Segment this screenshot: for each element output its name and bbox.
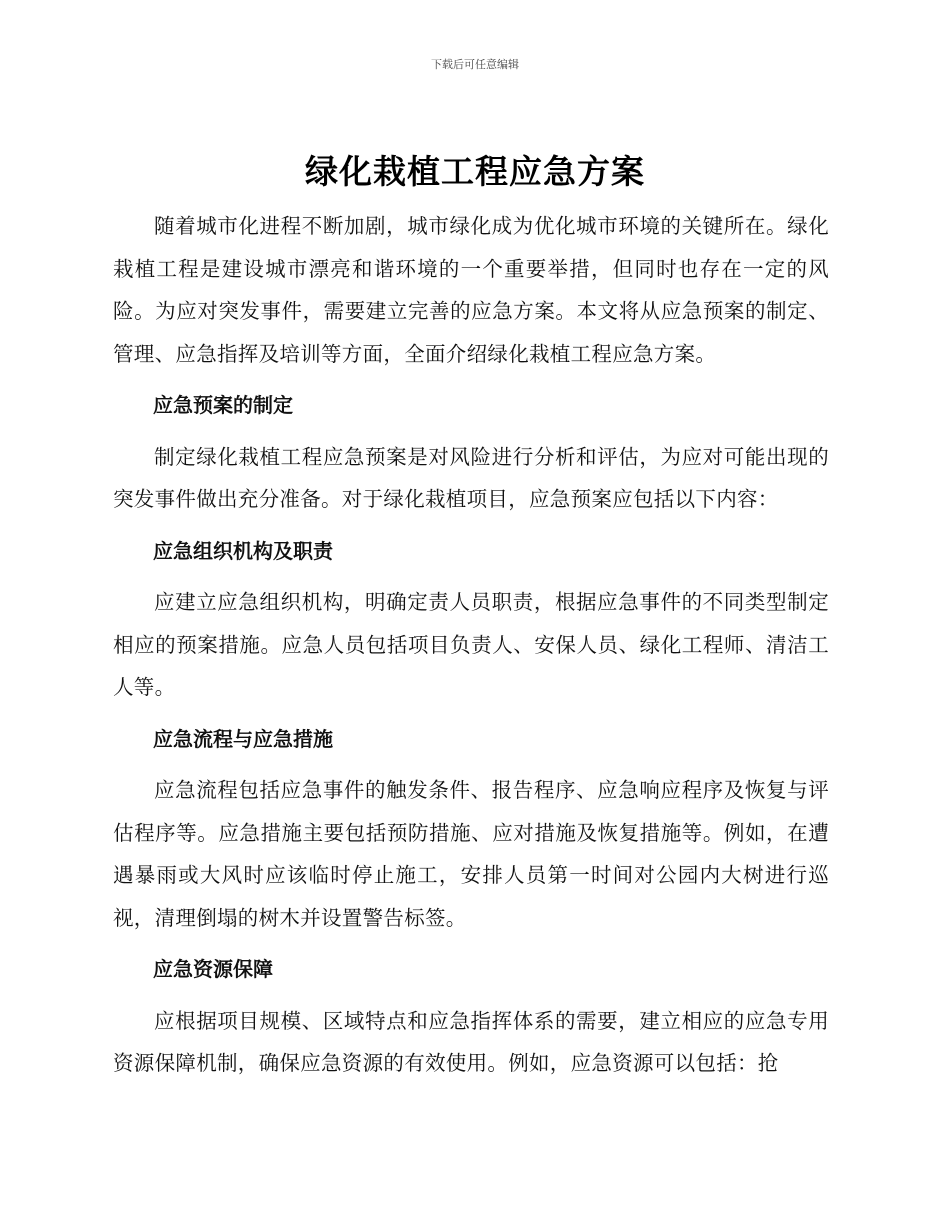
document-body — [113, 205, 829, 1085]
section-heading-plan-formulation: 应急预案的制定 — [153, 393, 293, 417]
section-paragraph-organization: 应建立应急组织机构，明确定责人员职责，根据应急事件的不同类型制定相应的预案措施。应急人员包括项目负责人、安保人员、绿化工程师、清洁工人等。 — [113, 590, 829, 699]
intro-paragraph: 随着城市化进程不断加剧，城市绿化成为优化城市环境的关键所在。绿化栽植工程是建设城市漂亮和谐环境的一个重要举措，但同时也存在一定的风险。为应对突发事件，需要建立完善的应急方案。本文将从应急预案的制定、管理、应急指挥及培训等方面，全面介绍绿化栽植工程应急方案。 — [113, 214, 829, 366]
document-title: 绿化栽植工程应急方案 — [305, 152, 645, 191]
page-header-note: 下载后可任意编辑 — [431, 58, 519, 71]
section-heading-organization: 应急组织机构及职责 — [153, 538, 333, 563]
section-paragraph-process-measures: 应急流程包括应急事件的触发条件、报告程序、应急响应程序及恢复与评估程序等。应急措施主要包括预防措施、应对措施及恢复措施等。例如，在遭遇暴雨或大风时应该临时停止施工，安排人员第一时间对公园内大树进行巡视，清理倒塌的树木并设置警告标签。 — [113, 778, 829, 930]
section-paragraph-resources: 应根据项目规模、区域特点和应急指挥体系的需要，建立相应的应急专用资源保障机制，确保应急资源的有效使用。例如，应急资源可以包括：抢 — [113, 1008, 829, 1075]
section-heading-process-measures: 应急流程与应急措施 — [153, 726, 333, 751]
section-heading-resources: 应急资源保障 — [153, 957, 273, 981]
section-paragraph-plan-formulation: 制定绿化栽植工程应急预案是对风险进行分析和评估，为应对可能出现的突发事件做出充分准备。对于绿化栽植项目，应急预案应包括以下内容： — [113, 444, 829, 511]
